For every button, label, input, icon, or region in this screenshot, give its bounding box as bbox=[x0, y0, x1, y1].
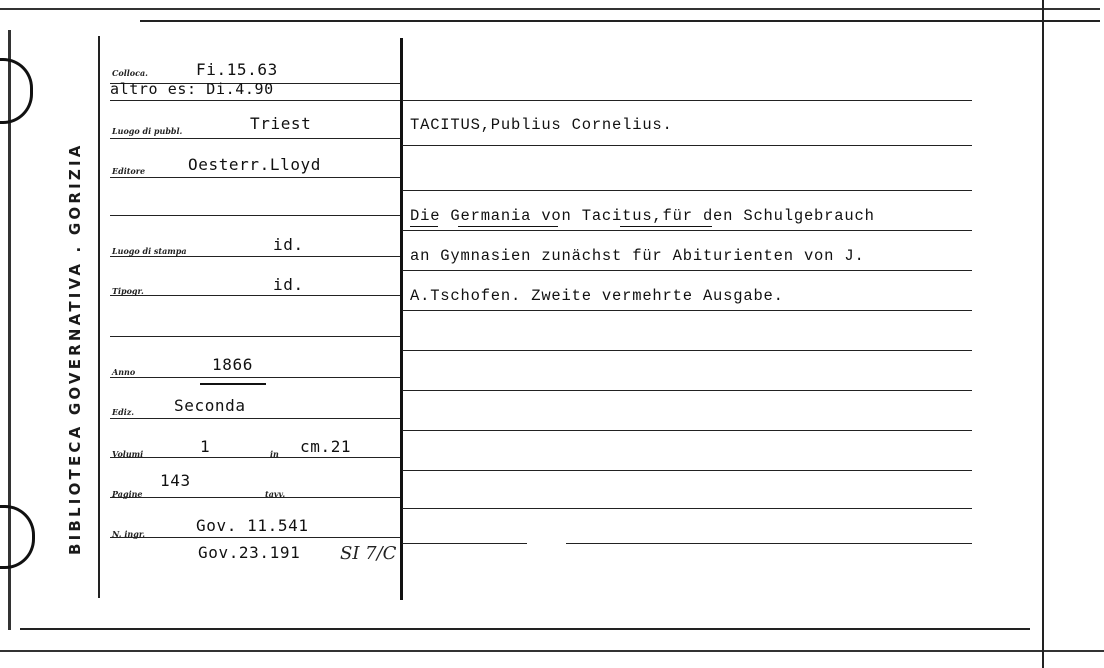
tavv-label: tavv. bbox=[265, 489, 286, 499]
institution-stamp: BIBLIOTECA GOVERNATIVA . GORIZIA bbox=[66, 142, 84, 555]
rule bbox=[110, 457, 400, 458]
card-top-rule bbox=[140, 20, 1100, 22]
underline-tacitus bbox=[620, 226, 712, 227]
rule bbox=[402, 230, 972, 231]
ingr-value-1: Gov. 11.541 bbox=[196, 516, 309, 535]
card-bottom-rule bbox=[20, 628, 1030, 630]
ediz-value: Seconda bbox=[174, 396, 246, 415]
editore-label: Editore bbox=[112, 166, 146, 176]
rule bbox=[110, 256, 400, 257]
ingr-label: N. ingr. bbox=[112, 529, 146, 539]
rule bbox=[566, 543, 972, 544]
luogo-stampa-value: id. bbox=[273, 235, 304, 254]
luogo-pubbl-value: Triest bbox=[250, 114, 312, 133]
card-bottom-edge bbox=[0, 650, 1104, 652]
rule bbox=[402, 543, 527, 544]
anno-label: Anno bbox=[112, 367, 136, 377]
formato-value: cm.21 bbox=[300, 437, 352, 456]
rule bbox=[402, 470, 972, 471]
collocazione-value: Fi.15.63 bbox=[196, 60, 278, 79]
underline-die bbox=[410, 226, 438, 227]
rule bbox=[402, 390, 972, 391]
handwritten-shelfmark: SI 7/C bbox=[340, 543, 397, 564]
rule bbox=[402, 430, 972, 431]
rule bbox=[110, 537, 400, 538]
form-center-divider bbox=[400, 38, 403, 600]
rule bbox=[110, 138, 400, 139]
in-label: in bbox=[270, 449, 279, 459]
rule bbox=[402, 310, 972, 311]
luogo-stampa-label: Luogo di stampa bbox=[112, 246, 187, 256]
rule bbox=[110, 295, 400, 296]
binder-hole-bottom bbox=[0, 505, 35, 569]
collocazione-label: Colloca. bbox=[112, 68, 148, 78]
rule bbox=[402, 145, 972, 146]
rule bbox=[110, 336, 400, 337]
rule bbox=[402, 508, 972, 509]
rule bbox=[110, 215, 400, 216]
rule bbox=[402, 190, 972, 191]
rule bbox=[110, 497, 400, 498]
editore-value: Oesterr.Lloyd bbox=[188, 155, 322, 174]
rule bbox=[110, 100, 400, 101]
card-right-edge bbox=[1042, 0, 1044, 668]
pagine-value: 143 bbox=[160, 471, 191, 490]
volumi-label: Volumi bbox=[112, 449, 144, 459]
rule bbox=[402, 100, 972, 101]
author-heading: TACITUS,Publius Cornelius. bbox=[410, 116, 673, 134]
underline-germania bbox=[458, 226, 558, 227]
title-line-2: an Gymnasien zunächst für Abiturienten von J. bbox=[410, 247, 865, 265]
ediz-label: Ediz. bbox=[112, 407, 135, 417]
form-left-rule bbox=[98, 36, 100, 598]
tipogr-value: id. bbox=[273, 275, 304, 294]
rule bbox=[402, 350, 972, 351]
ingr-value-2: Gov.23.191 bbox=[198, 543, 301, 562]
altro-esemplare-value: altro es: Di.4.90 bbox=[110, 80, 274, 98]
volumi-value: 1 bbox=[200, 437, 211, 456]
title-line-1: Die Germania von Tacitus,für den Schulgebrauch bbox=[410, 207, 875, 225]
card-top-edge bbox=[0, 8, 1100, 10]
rule bbox=[402, 270, 972, 271]
rule bbox=[110, 177, 400, 178]
luogo-pubbl-label: Luogo di pubbl. bbox=[112, 126, 183, 136]
anno-underline bbox=[200, 383, 266, 385]
rule bbox=[110, 377, 400, 378]
rule bbox=[110, 418, 400, 419]
binder-hole-top bbox=[0, 58, 33, 124]
title-line-3: A.Tschofen. Zweite vermehrte Ausgabe. bbox=[410, 287, 784, 305]
pagine-label: Pagine bbox=[112, 489, 143, 499]
tipogr-label: Tipogr. bbox=[112, 286, 144, 296]
anno-value: 1866 bbox=[212, 355, 253, 374]
